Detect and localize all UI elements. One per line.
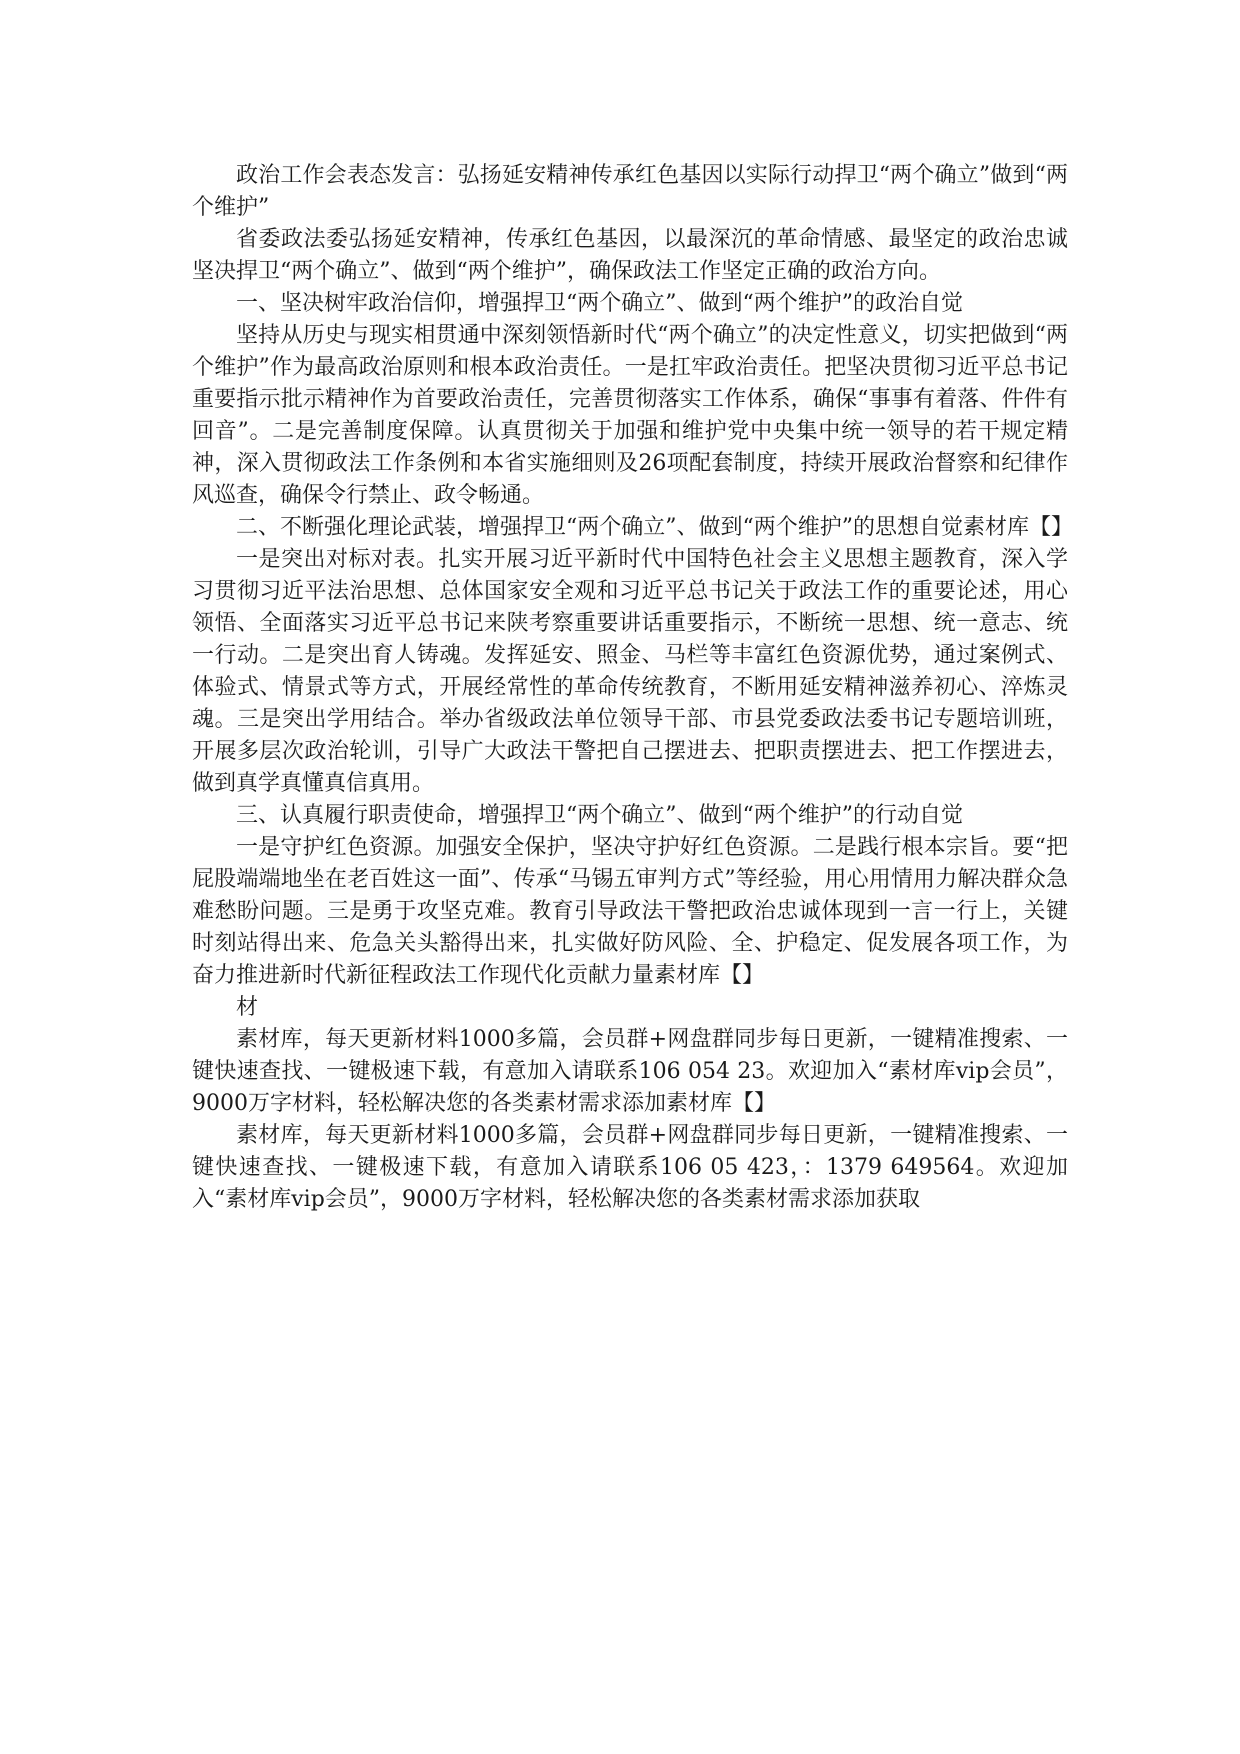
paragraph-section-3: 一是守护红色资源。加强安全保护，坚决守护好红色资源。二是践行根本宗旨。要“把屁股端端地坐在老百姓这一面”、传承“马锡五审判方式”等经验，用心用情用力解决群众急难愁盼问题。三是勇于攻坚克难。教育引导政法干警把政治忠诚体现到一言一行上，关键时刻站得出来、危急关头豁得出来，扎实做好防风险、全、护稳定、促发展各项工作，为奋力推进新时代新征程政法工作现代化贡献力量素材库【】 — [192, 835, 1068, 988]
paragraph-intro: 省委政法委弘扬延安精神，传承红色基因，以最深沉的革命情感、最坚定的政治忠诚坚决捍卫“两个确立”、做到“两个维护”，确保政法工作坚定正确的政治方向。 — [192, 227, 1068, 284]
paragraph-section-1: 坚持从历史与现实相贯通中深刻领悟新时代“两个确立”的决定性意义，切实把做到“两个维护”作为最高政治原则和根本政治责任。一是扛牢政治责任。把坚决贯彻习近平总书记重要指示批示精神作为首要政治责任，完善贯彻落实工作体系，确保“事事有着落、件件有回音”。二是完善制度保障。认真贯彻关于加强和维护党中央集中统一领导的若干规定精神，深入贯彻政法工作条例和本省实施细则及26项配套制度，持续开展政治督察和纪律作风巡查，确保令行禁止、政令畅通。 — [192, 323, 1068, 508]
section-heading-2: 二、不断强化理论武装，增强捍卫“两个确立”、做到“两个维护”的思想自觉素材库【】 — [236, 515, 1073, 540]
promo-paragraph-1: 素材库，每天更新材料1000多篇，会员群+网盘群同步每日更新，一键精准搜索、一键快速查找、一键极速下载，有意加入请联系106 054 23。欢迎加入“素材库vip会员”，9000万字材料，轻松解决您的各类素材需求添加素材库【】 — [192, 1027, 1068, 1116]
document-title: 政治工作会表态发言：弘扬延安精神传承红色基因以实际行动捍卫“两个确立”做到“两个维护” — [192, 163, 1068, 220]
section-heading-1: 一、坚决树牢政治信仰，增强捍卫“两个确立”、做到“两个维护”的政治自觉 — [236, 291, 963, 316]
stray-character: 材 — [236, 995, 259, 1020]
section-heading-3: 三、认真履行职责使命，增强捍卫“两个确立”、做到“两个维护”的行动自觉 — [236, 803, 963, 828]
paragraph-section-2: 一是突出对标对表。扎实开展习近平新时代中国特色社会主义思想主题教育，深入学习贯彻习近平法治思想、总体国家安全观和习近平总书记关于政法工作的重要论述，用心领悟、全面落实习近平总书记来陕考察重要讲话重要指示，不断统一思想、统一意志、统一行动。二是突出育人铸魂。发挥延安、照金、马栏等丰富红色资源优势，通过案例式、体验式、情景式等方式，开展经常性的革命传统教育，不断用延安精神滋养初心、淬炼灵魂。三是突出学用结合。举办省级政法单位领导干部、市县党委政法委书记专题培训班，开展多层次政治轮训，引导广大政法干警把自己摆进去、把职责摆进去、把工作摆进去，做到真学真懂真信真用。 — [192, 547, 1068, 796]
document-body — [192, 160, 1073, 1216]
promo-paragraph-2: 素材库，每天更新材料1000多篇，会员群+网盘群同步每日更新，一键精准搜索、一键快速查找、一键极速下载，有意加入请联系106 05 423，：1379 649564。欢迎加入“素材库vip会员”，9000万字材料，轻松解决您的各类素材需求添加获取 — [192, 1123, 1068, 1212]
